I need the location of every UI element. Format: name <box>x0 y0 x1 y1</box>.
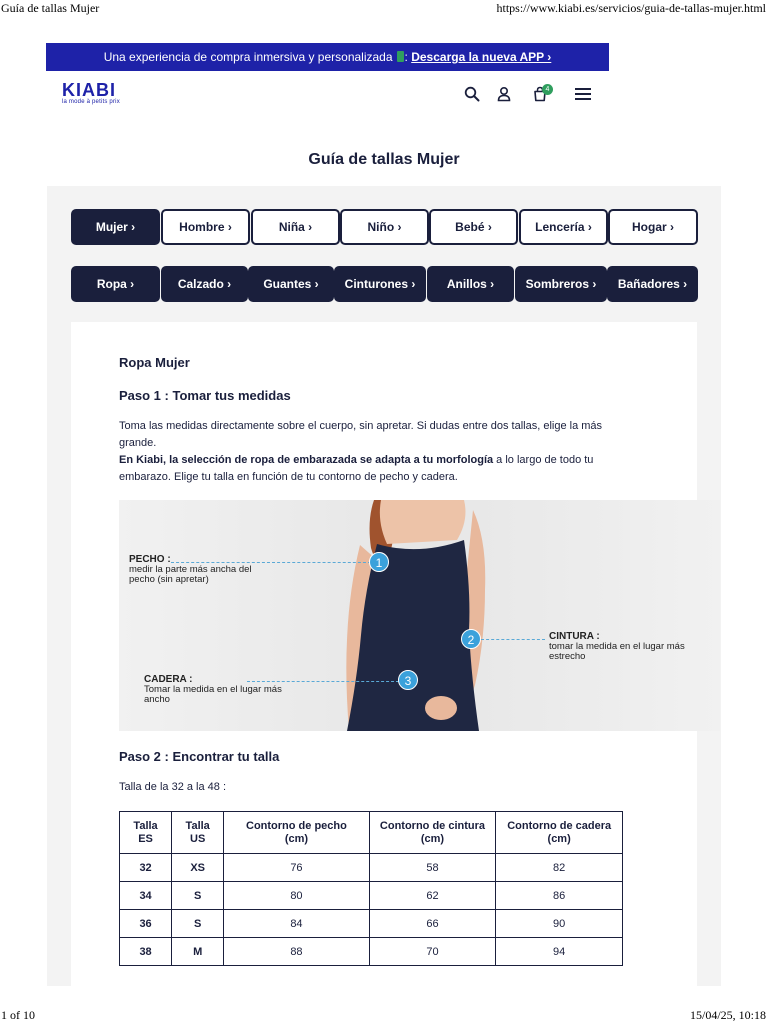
header-icons <box>460 83 600 105</box>
cell-talla-us: S <box>172 882 224 910</box>
cell-talla-es: 34 <box>120 882 172 910</box>
promo-text: Una experiencia de compra inmersiva y personalizada <box>103 50 393 64</box>
tab-ropa[interactable]: Ropa › <box>71 266 160 302</box>
tab-nina[interactable]: Niña › <box>251 209 340 245</box>
cadera-desc-2: ancho <box>144 694 170 705</box>
table-row <box>120 854 623 882</box>
promo-banner <box>46 43 609 71</box>
instructions-text: Toma las medidas directamente sobre el cuerpo, sin apretar. Si dudas entre dos tallas, elige la más grande. <box>119 420 603 449</box>
print-page-title: Guía de tallas Mujer <box>1 1 100 15</box>
cintura-marker: 2 <box>461 629 481 649</box>
tab-cinturones[interactable]: Cinturones › <box>334 266 426 302</box>
table-header-row <box>120 812 623 854</box>
cintura-title: CINTURA : <box>549 631 600 642</box>
cell-talla-us: M <box>172 938 224 966</box>
print-footer <box>0 1006 768 1024</box>
subcategory-tabs <box>71 266 698 302</box>
cell-cintura: 70 <box>369 938 496 966</box>
promo-separator: : <box>404 50 408 64</box>
pecho-title: PECHO : <box>129 554 171 565</box>
table-row <box>120 910 623 938</box>
cell-cadera: 94 <box>496 938 623 966</box>
logo-tagline: la mode à petits prix <box>62 99 120 105</box>
cell-pecho: 88 <box>224 938 369 966</box>
cadera-desc-1: Tomar la medida en el lugar más <box>144 684 282 695</box>
cell-cintura: 62 <box>369 882 496 910</box>
print-timestamp: 15/04/25, 10:18 <box>689 1008 766 1022</box>
print-page-number: 1 of 10 <box>1 1008 35 1022</box>
tab-sombreros[interactable]: Sombreros › <box>515 266 607 302</box>
cell-cadera: 86 <box>496 882 623 910</box>
tab-hombre[interactable]: Hombre › <box>161 209 250 245</box>
header-pecho: Contorno de pecho (cm) <box>224 812 369 854</box>
tab-calzado[interactable]: Calzado › <box>161 266 248 302</box>
step1-heading: Paso 1 : Tomar tus medidas <box>119 388 291 403</box>
cell-talla-es: 32 <box>120 854 172 882</box>
cadera-label <box>144 675 282 705</box>
tab-lenceria[interactable]: Lencería › <box>519 209 608 245</box>
tab-bebe[interactable]: Bebé › <box>429 209 518 245</box>
measurement-figure <box>119 500 720 731</box>
maternity-bold-text: En Kiabi, la selección de ropa de embarazada se adapta a tu morfología <box>119 454 494 466</box>
cell-cadera: 90 <box>496 910 623 938</box>
tab-banadores[interactable]: Bañadores › <box>607 266 698 302</box>
cell-talla-us: S <box>172 910 224 938</box>
maternity-paragraph <box>119 452 619 486</box>
cintura-label <box>549 632 685 662</box>
cadera-title: CADERA : <box>144 674 193 685</box>
cell-pecho: 84 <box>224 910 369 938</box>
tab-guantes[interactable]: Guantes › <box>248 266 334 302</box>
cell-pecho: 80 <box>224 882 369 910</box>
cintura-guide-line <box>481 639 545 640</box>
tab-mujer[interactable]: Mujer › <box>71 209 160 245</box>
cintura-desc-2: estrecho <box>549 651 586 662</box>
kiabi-logo[interactable] <box>62 81 120 106</box>
search-icon[interactable] <box>461 83 483 105</box>
page-title: Guía de tallas Mujer <box>308 151 460 168</box>
cart-count-badge: 4 <box>542 84 553 95</box>
phone-icon <box>397 51 404 62</box>
user-icon[interactable] <box>493 83 515 105</box>
section-heading: Ropa Mujer <box>119 355 190 370</box>
size-range-text: Talla de la 32 a la 48 : <box>119 781 227 793</box>
table-row <box>120 938 623 966</box>
cell-talla-us: XS <box>172 854 224 882</box>
step2-heading: Paso 2 : Encontrar tu talla <box>119 749 280 764</box>
header-cintura: Contorno de cintura (cm) <box>369 812 496 854</box>
cell-talla-es: 38 <box>120 938 172 966</box>
cell-cintura: 66 <box>369 910 496 938</box>
tab-nino[interactable]: Niño › <box>340 209 429 245</box>
pecho-desc-1: medir la parte más ancha del <box>129 564 252 575</box>
category-tabs <box>71 209 698 245</box>
instructions-paragraph <box>119 418 619 452</box>
shopping-bag-icon[interactable] <box>529 83 551 105</box>
print-url: https://www.kiabi.es/servicios/guia-de-tallas-mujer.html <box>496 1 766 15</box>
maternity-text: a lo largo de todo tu embarazo. Elige tu talla en función de tu contorno de pecho y cadera. <box>119 454 594 483</box>
size-table <box>119 811 623 966</box>
pecho-marker: 1 <box>369 552 389 572</box>
cell-cintura: 58 <box>369 854 496 882</box>
print-header <box>0 0 768 16</box>
header-talla-es: Talla ES <box>120 812 172 854</box>
tab-hogar[interactable]: Hogar › <box>608 209 698 245</box>
cintura-desc-1: tomar la medida en el lugar más <box>549 641 685 652</box>
cell-cadera: 82 <box>496 854 623 882</box>
download-app-link[interactable]: Descarga la nueva APP › <box>411 50 552 64</box>
cadera-marker: 3 <box>398 670 418 690</box>
table-row <box>120 882 623 910</box>
cell-talla-es: 36 <box>120 910 172 938</box>
logo-brand: KIABI <box>62 80 116 100</box>
header-talla-us: Talla US <box>172 812 224 854</box>
pecho-label <box>129 555 252 585</box>
tab-anillos[interactable]: Anillos › <box>427 266 514 302</box>
pecho-desc-2: pecho (sin apretar) <box>129 574 209 585</box>
hamburger-menu-icon[interactable] <box>572 83 594 105</box>
header-cadera: Contorno de cadera (cm) <box>496 812 623 854</box>
cell-pecho: 76 <box>224 854 369 882</box>
